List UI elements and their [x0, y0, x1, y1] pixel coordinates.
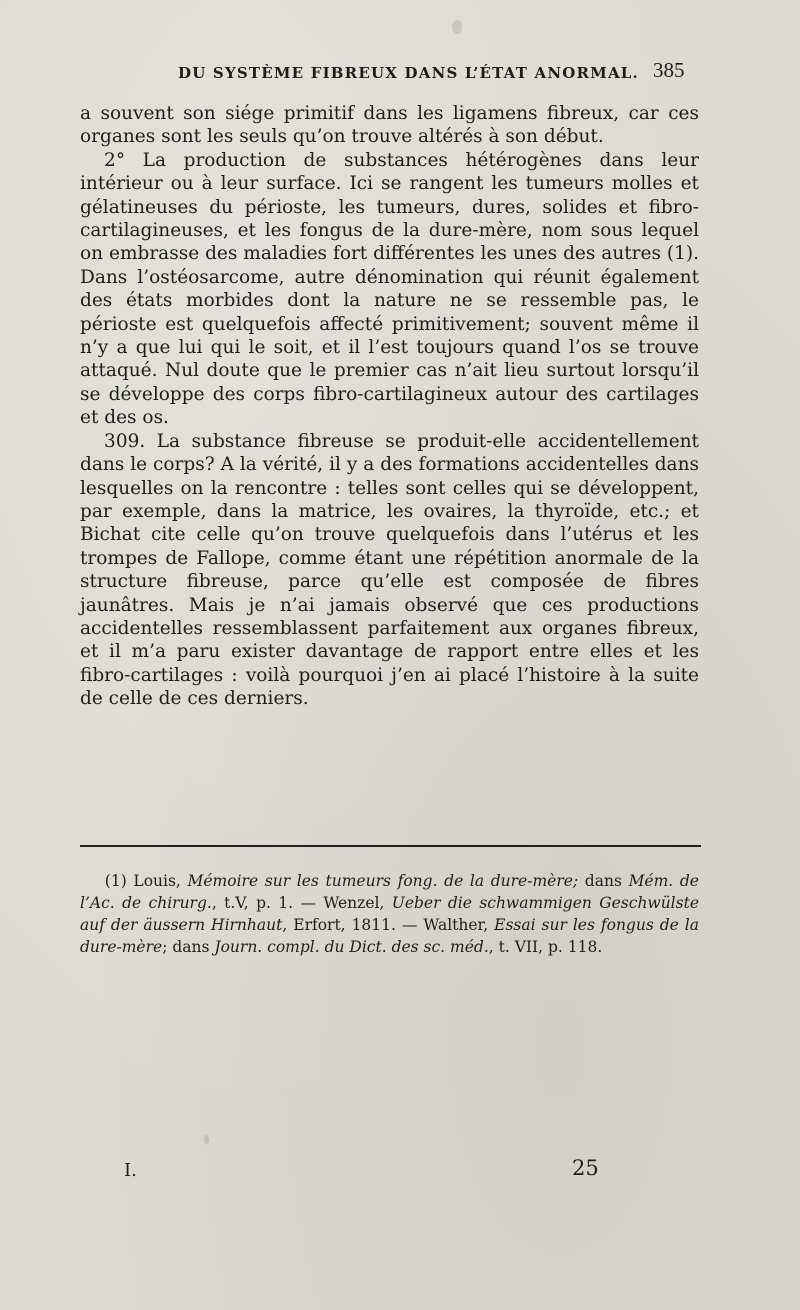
footnote-text: (1) Louis,	[104, 872, 188, 890]
signature-number: 25	[572, 1156, 599, 1180]
paragraph: 2° La production de substances hétérogènes dans leur intérieur ou à leur surface. Ici se rangent les tumeurs molles et gélatineuses du périoste, les tumeurs, dures, solides et fibro-cartilagineuses, et les fongus de la dure-mère, nom sous lequel on embrasse des maladies fort différentes les unes des autres (1). Dans l’ostéosarcome, autre dénomination qui réunit également des états morbides dont la nature ne se ressemble pas, le périoste est quelquefois affecté primitivement; souvent même il n’y a que lui qui le soit, et il l’est toujours quand l’os se trouve attaqué. Nul doute que le premier cas n’ait lieu surtout lorsqu’il se développe des corps fibro-cartilagineux autour des cartilages et des os.	[80, 149, 699, 429]
running-head: DU SYSTÈME FIBREUX DANS L’ÉTAT ANORMAL.	[178, 64, 639, 82]
paragraph: a souvent son siége primitif dans les ligamens fibreux, car ces organes sont les seuls qu’on trouve altérés à son début.	[80, 103, 699, 148]
footnote-text: , Erfort, 1811. — Walther,	[282, 916, 495, 934]
footnote-text: , t.V, p. 1. — Wenzel,	[211, 894, 392, 912]
footnote-title: Mém. de l’Ac. de chirurg.	[80, 872, 699, 912]
paper-stain	[204, 1135, 209, 1144]
footnote-text: ; dans	[162, 938, 215, 956]
paragraph: 309. La substance fibreuse se produit-elle accidentellement dans le corps? A la vérité, il y a des formations accidentelles dans lesquelles on la rencontre : telles sont celles qui se développent, par exemple, dans la matrice, les ovaires, la thyroïde, etc.; et Bichat cite celle qu’on trouve quelquefois dans l’utérus et les trompes de Fallope, comme étant une répétition anormale de la structure fibreuse, parce qu’elle est composée de fibres jaunâtres. Mais je n’ai jamais observé que ces productions accidentelles ressemblassent parfaitement aux organes fibreux, et il m’a paru exister davantage de rapport entre elles et les fibro-cartilages : voilà pourquoi j’en ai placé l’histoire à la suite de celle de ces derniers.	[80, 430, 699, 710]
page-number: 385	[653, 58, 685, 82]
footnote-title: Journ. compl. du Dict. des sc. méd.	[214, 938, 489, 956]
footnote-title: Essai sur les fongus de la dure-mère	[80, 916, 700, 956]
footnote-text: , t. VII, p. 118.	[488, 938, 603, 956]
footnote	[80, 870, 699, 958]
signature-mark: I.	[124, 1160, 137, 1181]
footnote-title: Mémoire sur les tumeurs fong. de la dure-mère;	[187, 872, 579, 890]
main-text	[80, 102, 699, 711]
footnote-separator	[80, 845, 701, 847]
footnote-title: Ueber die schwammigen Geschwülste auf der äussern Hirnhaut	[80, 894, 699, 934]
footnote-text: dans	[578, 872, 629, 890]
paper-stain	[452, 20, 462, 34]
